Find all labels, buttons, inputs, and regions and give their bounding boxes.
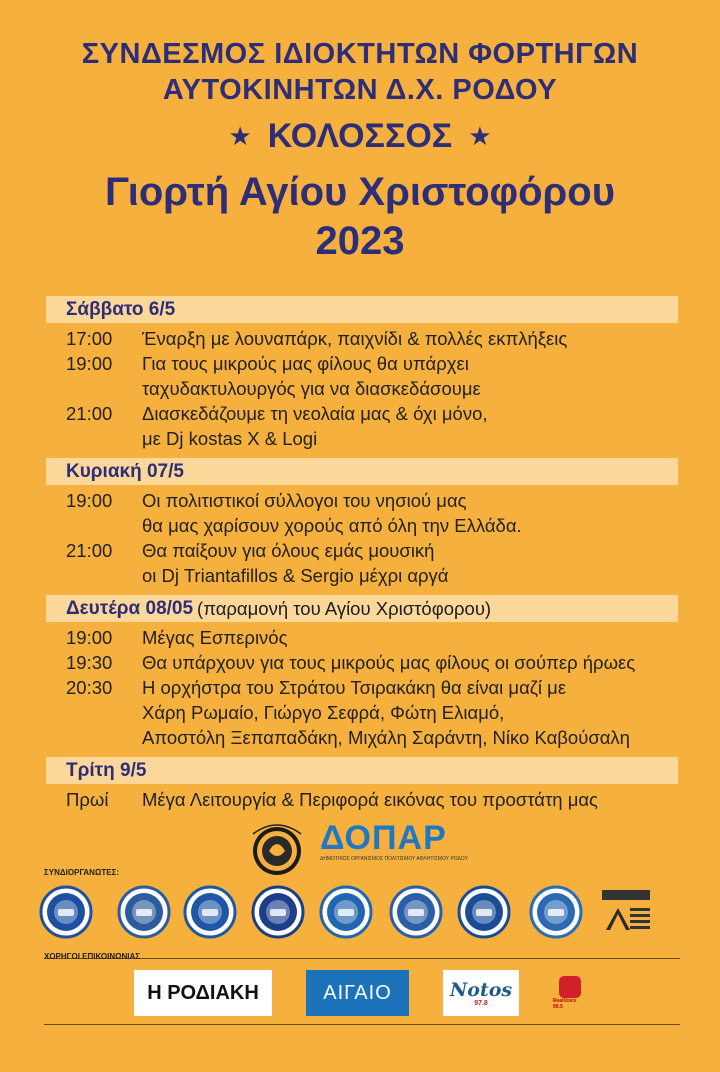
organization-name-line-1: ΣΥΝΔΕΣΜΟΣ ΙΔΙΟΚΤΗΤΩΝ ΦΟΡΤΗΓΩΝ bbox=[81, 38, 639, 70]
event-time: 19:00 bbox=[66, 490, 113, 511]
event-time: 19:00 bbox=[66, 627, 113, 648]
event-description bbox=[142, 538, 678, 588]
event-time: 19:30 bbox=[66, 652, 113, 673]
event-description bbox=[142, 488, 678, 538]
aigaio-name: ΑΙΓΑΙΟ bbox=[323, 981, 392, 1004]
event-description bbox=[142, 625, 678, 650]
association-seal-icon bbox=[456, 884, 512, 940]
day-header bbox=[46, 757, 678, 784]
event-description bbox=[142, 675, 678, 750]
association-seal-icon bbox=[318, 884, 374, 940]
day-block bbox=[46, 595, 678, 755]
association-seal-icon bbox=[388, 884, 444, 940]
event-item bbox=[66, 650, 678, 675]
day-label: Τρίτη 9/5 bbox=[66, 759, 147, 781]
event-list bbox=[46, 784, 678, 817]
dopar-logo bbox=[320, 820, 490, 862]
event-description-line: Χάρη Ρωμαίο, Γιώργο Σεφρά, Φώτη Ελιαμό, bbox=[142, 702, 505, 723]
event-item bbox=[66, 326, 678, 351]
co-organizers-label: ΣΥΝΔΙΟΡΓΑΝΩΤΕΣ: bbox=[44, 868, 120, 877]
event-description-line: Αποστόλη Ξεπαπαδάκη, Μιχάλη Σαράντη, Νίκο Καβούσαλη bbox=[142, 727, 630, 748]
organization-name-line-2: ΑΥΤΟΚΙΝΗΤΩΝ Δ.Χ. ΡΟΔΟΥ bbox=[162, 74, 558, 106]
star-icon: ★ bbox=[468, 121, 492, 151]
aigaio-logo bbox=[306, 970, 409, 1016]
rodiaki-logo bbox=[134, 970, 272, 1016]
event-description bbox=[142, 351, 678, 401]
event-list bbox=[46, 622, 678, 755]
day-block bbox=[46, 458, 678, 593]
event-description bbox=[142, 401, 678, 451]
event-description-line: ταχυδακτυλουργός για να διασκεδάσουμε bbox=[142, 378, 481, 399]
event-description-line: Η ορχήστρα του Στράτου Τσιρακάκη θα είναι μαζί με bbox=[142, 677, 567, 698]
event-description-line: θα μας χαρίσουν χορούς από όλη την Ελλάδα. bbox=[142, 515, 522, 536]
event-description-line: Για τους μικρούς μας φίλους θα υπάρχει bbox=[142, 353, 469, 374]
rodiaki-name: Η ΡΟΔΙΑΚΗ bbox=[147, 981, 259, 1004]
event-item bbox=[66, 675, 678, 750]
event-title: Γιορτή Αγίου Χριστοφόρου bbox=[104, 170, 616, 214]
notos-frequency: 97.8 bbox=[474, 999, 488, 1007]
day-label: Σάββατο 6/5 bbox=[66, 298, 176, 320]
day-label: Δευτέρα 08/05 bbox=[66, 597, 194, 619]
organization-brand bbox=[0, 116, 720, 156]
association-seal-icon bbox=[250, 884, 306, 940]
media-sponsors bbox=[0, 966, 720, 1026]
star-icon: ★ bbox=[228, 121, 252, 151]
day-label: Κυριακή 07/5 bbox=[66, 460, 184, 482]
notos-name: Notos bbox=[449, 978, 513, 1001]
co-organizers-logos bbox=[38, 882, 688, 948]
event-list bbox=[46, 323, 678, 456]
municipality-of-rhodes-seal-icon bbox=[245, 818, 309, 876]
dopar-subtitle: ΔΗΜΟΤΙΚΟΣ ΟΡΓΑΝΙΣΜΟΣ ΠΟΛΙΤΙΣΜΟΥ ΑΘΛΗΤΙΣΜΟΥ ΡΟΔΟΥ bbox=[320, 856, 468, 862]
event-description-line: Οι πολιτιστικοί σύλλογοι του νησιού μας bbox=[142, 490, 467, 511]
organizer-logos bbox=[0, 816, 720, 876]
association-seal-icon bbox=[528, 884, 584, 940]
event-description-line: Θα υπάρχουν για τους μικρούς μας φίλους οι σούπερ ήρωες bbox=[142, 652, 636, 673]
association-seal-icon bbox=[38, 884, 94, 940]
event-item bbox=[66, 538, 678, 588]
event-description-line: Διασκεδάζουμε τη νεολαία μας & όχι μόνο, bbox=[142, 403, 488, 424]
ktel-logo-icon bbox=[596, 884, 652, 940]
notos-news-logo bbox=[443, 970, 519, 1016]
dopar-name: ΔΟΠΑΡ bbox=[320, 819, 447, 857]
day-block bbox=[46, 296, 678, 456]
event-description-line: Μέγας Εσπερινός bbox=[142, 627, 288, 648]
day-header bbox=[46, 458, 678, 485]
event-list bbox=[46, 485, 678, 593]
realvoice-logo bbox=[553, 970, 587, 1016]
event-time: 17:00 bbox=[66, 328, 113, 349]
radio-icon bbox=[559, 976, 581, 998]
association-seal-icon bbox=[116, 884, 172, 940]
brand-name: ΚΟΛΟΣΣΟΣ bbox=[267, 117, 453, 155]
event-year: 2023 bbox=[315, 219, 405, 263]
event-description-line: Θα παίξουν για όλους εμάς μουσική bbox=[142, 540, 435, 561]
day-header bbox=[46, 296, 678, 323]
event-description bbox=[142, 326, 678, 351]
event-description-line: οι Dj Triantafillos & Sergio μέχρι αργά bbox=[142, 565, 449, 586]
event-item bbox=[66, 351, 678, 401]
realvoice-name: RealVoice 99.5 bbox=[553, 998, 577, 1010]
event-item bbox=[66, 488, 678, 538]
event-description bbox=[142, 787, 678, 812]
event-item bbox=[66, 787, 678, 812]
event-item bbox=[66, 401, 678, 451]
event-description-line: Μέγα Λειτουργία & Περιφορά εικόνας του προστάτη μας bbox=[142, 789, 598, 810]
event-time: 20:30 bbox=[66, 677, 113, 698]
poster-header bbox=[0, 0, 720, 266]
divider bbox=[44, 1024, 680, 1025]
event-description bbox=[142, 650, 678, 675]
event-time: 21:00 bbox=[66, 403, 113, 424]
taxi-association-seal-icon bbox=[182, 884, 238, 940]
day-note: (παραμονή του Αγίου Χριστόφορου) bbox=[197, 597, 492, 619]
event-time: 21:00 bbox=[66, 540, 113, 561]
event-schedule bbox=[46, 296, 678, 817]
day-header bbox=[46, 595, 678, 622]
event-time: Πρωί bbox=[66, 789, 109, 810]
event-item bbox=[66, 625, 678, 650]
event-time: 19:00 bbox=[66, 353, 113, 374]
day-block bbox=[46, 757, 678, 817]
sponsors-label: ΧΟΡΗΓΟΙ ΕΠΙΚΟΙΝΩΝΙΑΣ bbox=[44, 952, 141, 961]
event-description-line: με Dj kostas X & Logi bbox=[142, 428, 318, 449]
event-description-line: Έναρξη με λουναπάρκ, παιχνίδι & πολλές εκπλήξεις bbox=[142, 328, 568, 349]
